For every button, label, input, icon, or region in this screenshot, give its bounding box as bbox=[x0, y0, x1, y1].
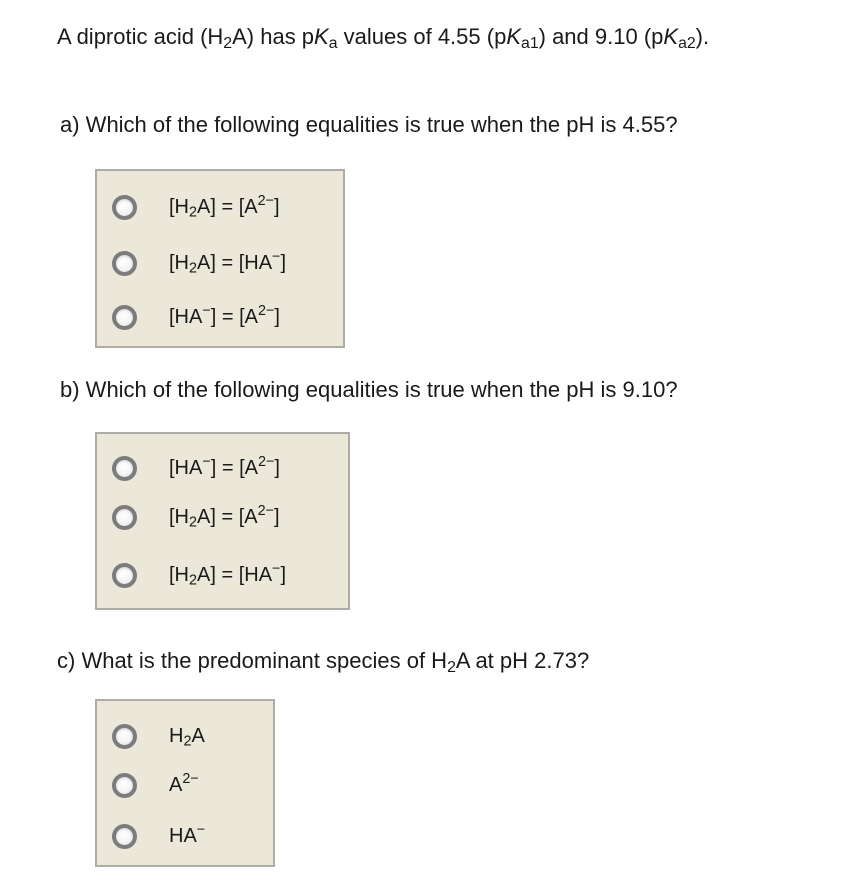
intro-subscript: 2 bbox=[223, 34, 233, 52]
question-a-option-2[interactable] bbox=[97, 241, 343, 285]
question-b-option-2[interactable] bbox=[97, 495, 348, 539]
intro-text: ) and 9.10 (p bbox=[538, 24, 664, 49]
question-a-option-3[interactable] bbox=[97, 295, 343, 339]
radio-button[interactable] bbox=[112, 724, 137, 749]
intro-ka1-subscript: a1 bbox=[521, 34, 539, 52]
question-c-option-1[interactable] bbox=[97, 714, 273, 758]
radio-button[interactable] bbox=[112, 505, 137, 530]
question-b-option-1[interactable] bbox=[97, 446, 348, 490]
radio-button[interactable] bbox=[112, 563, 137, 588]
intro-ka-subscript: a bbox=[328, 34, 338, 52]
radio-button[interactable] bbox=[112, 773, 137, 798]
question-a-choices bbox=[95, 169, 345, 348]
option-label: $[H_2A] = [HA^-]$ bbox=[169, 249, 287, 277]
question-b-choices bbox=[95, 432, 350, 610]
question-c-choices bbox=[95, 699, 275, 867]
radio-button[interactable] bbox=[112, 251, 137, 276]
intro-ka2-symbol: K bbox=[663, 24, 679, 49]
intro-ka-symbol: K bbox=[314, 24, 329, 49]
question-b-option-3[interactable] bbox=[97, 553, 348, 597]
intro-text: A diprotic acid (H bbox=[57, 24, 224, 49]
question-c-option-2[interactable] bbox=[97, 763, 273, 807]
option-label: $[HA^-] = [A^{2-}]$ bbox=[169, 303, 280, 328]
option-label: $[H_2A] = [HA^-]$ bbox=[169, 561, 287, 589]
problem-statement bbox=[57, 22, 709, 52]
intro-ka1-symbol: K bbox=[506, 24, 522, 49]
intro-text: values of 4.55 (p bbox=[337, 24, 507, 49]
question-c-option-3[interactable] bbox=[97, 814, 273, 858]
option-label: $H_2A$ bbox=[169, 725, 205, 750]
radio-button[interactable] bbox=[112, 195, 137, 220]
radio-button[interactable] bbox=[112, 305, 137, 330]
intro-text: A) has p bbox=[232, 24, 315, 49]
option-label: $[HA^-] = [A^{2-}]$ bbox=[169, 454, 280, 479]
intro-ka2-subscript: a2 bbox=[678, 34, 696, 52]
option-label: $[H_2A] = [A^{2-}]$ bbox=[169, 193, 280, 221]
radio-button[interactable] bbox=[112, 824, 137, 849]
question-c-text: c) What is the predominant species of $H_2A$ at pH 2.73? bbox=[57, 648, 590, 676]
question-a-text: a) Which of the following equalities is true when the pH is 4.55? bbox=[60, 112, 678, 137]
question-a-option-1[interactable] bbox=[97, 185, 343, 229]
intro-text: ). bbox=[695, 24, 710, 49]
option-label: $[H_2A] = [A^{2-}]$ bbox=[169, 503, 280, 531]
radio-button[interactable] bbox=[112, 456, 137, 481]
question-b-text: b) Which of the following equalities is true when the pH is 9.10? bbox=[60, 377, 678, 402]
option-label: HA− bbox=[169, 822, 206, 847]
option-label: $A^{2-}$ bbox=[169, 771, 199, 796]
